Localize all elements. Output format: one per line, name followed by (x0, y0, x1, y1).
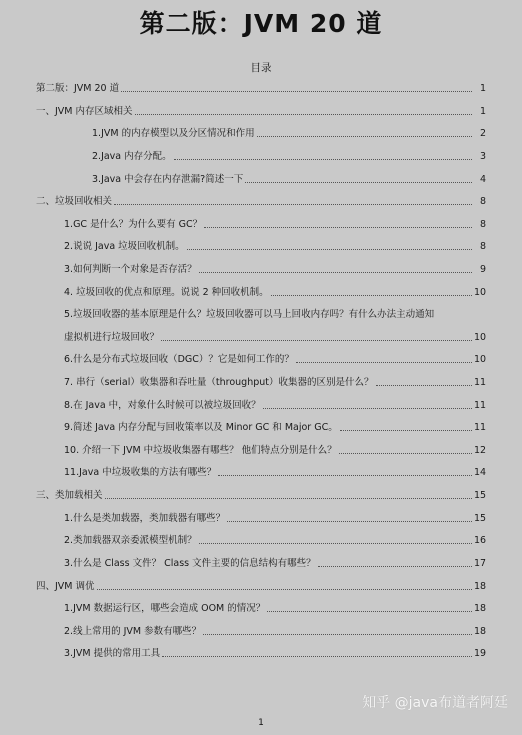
toc-entry-label: 6.什么是分布式垃圾回收（DGC）？它是如何工作的？ (64, 354, 294, 365)
toc-entry-label: 3.Java 中会存在内存泄漏?简述一下 (92, 174, 244, 185)
toc-entry-label: 10. 介绍一下 JVM 中垃圾收集器有哪些？ 他们特点分别是什么？ (64, 445, 337, 456)
leader-dots (267, 611, 472, 612)
leader-dots (204, 227, 472, 228)
toc-entry-page: 17 (474, 558, 487, 569)
toc-entry[interactable] (64, 421, 486, 434)
leader-dots (121, 91, 472, 92)
leader-dots (162, 656, 472, 657)
toc-entry-label: 第二版：JVM 20 道 (36, 83, 120, 94)
leader-dots (339, 453, 472, 454)
toc-entry-label: 2.类加载器双亲委派模型机制？ (64, 535, 197, 546)
toc-entry-page: 11 (474, 422, 487, 433)
toc-entry[interactable] (64, 376, 486, 389)
toc-entry-label: 3.什么是 Class 文件？ Class 文件主要的信息结构有哪些？ (64, 558, 316, 569)
toc-entry-page: 14 (474, 467, 487, 478)
toc-entry-label: 5.垃圾回收器的基本原理是什么？垃圾回收器可以马上回收内存吗？有什么办法主动通知 (64, 309, 435, 320)
toc-entry-page: 8 (479, 196, 486, 207)
toc-entry[interactable] (36, 489, 486, 502)
page-number: 1 (258, 718, 264, 728)
toc-entry-page: 18 (474, 581, 487, 592)
toc-entry-label: 4. 垃圾回收的优点和原理。说说 2 种回收机制。 (64, 287, 269, 298)
toc-entry-page: 2 (479, 128, 486, 139)
toc-entry-page: 1 (479, 106, 486, 117)
toc-entry[interactable] (64, 240, 486, 253)
toc-entry-page: 1 (479, 83, 486, 94)
toc-entry[interactable] (64, 263, 486, 276)
toc-entry[interactable] (36, 82, 486, 95)
toc-entry-page: 12 (474, 445, 487, 456)
toc-entry-page: 18 (474, 626, 487, 637)
toc-entry[interactable] (36, 105, 486, 118)
toc-entry-page: 15 (474, 490, 487, 501)
leader-dots (187, 249, 472, 250)
leader-dots (271, 295, 472, 296)
toc-entry-label: 二、垃圾回收相关 (36, 196, 113, 207)
toc-entry-page: 10 (474, 287, 487, 298)
toc-entry-page: 8 (479, 241, 486, 252)
toc-entry-label: 7. 串行（serial）收集器和吞吐量（throughput）收集器的区别是什么？ (64, 377, 374, 388)
toc-entry-label: 1.JVM 数据运行区，哪些会造成 OOM 的情况？ (64, 603, 266, 614)
toc-entry-page: 11 (474, 400, 487, 411)
leader-dots (340, 430, 472, 431)
toc-entry-label: 9.简述 Java 内存分配与回收策率以及 Minor GC 和 Major GC。 (64, 422, 338, 433)
leader-dots (263, 408, 472, 409)
leader-dots (218, 475, 472, 476)
toc-entry-label: 2.线上常用的 JVM 参数有哪些？ (64, 626, 202, 637)
leader-dots (318, 566, 472, 567)
toc-entry-label: 三、类加载相关 (36, 490, 103, 501)
toc-entry-page: 9 (479, 264, 486, 275)
leader-dots (161, 340, 472, 341)
leader-dots (245, 182, 472, 183)
leader-dots (114, 204, 472, 205)
toc-entry-label: 一、JVM 内存区域相关 (36, 106, 133, 117)
toc-entry-page: 15 (474, 513, 487, 524)
toc-entry[interactable] (64, 353, 486, 366)
toc-entry-label: 虚拟机进行垃圾回收？ (64, 332, 160, 343)
leader-dots (376, 385, 473, 386)
leader-dots (135, 114, 472, 115)
leader-dots (105, 498, 472, 499)
leader-dots (257, 136, 472, 137)
toc-entry[interactable] (64, 534, 486, 547)
toc-entry-page: 16 (474, 535, 487, 546)
leader-dots (203, 634, 472, 635)
leader-dots (199, 543, 472, 544)
toc-entry-page: 3 (479, 151, 486, 162)
toc-entry[interactable] (64, 399, 486, 412)
toc-entry-label: 8.在 Java 中，对象什么时候可以被垃圾回收？ (64, 400, 261, 411)
toc-entry-page: 19 (474, 648, 487, 659)
leader-dots (227, 521, 472, 522)
toc-entry-label: 2.Java 内存分配。 (92, 151, 172, 162)
toc-entry-label: 2.说说 Java 垃圾回收机制。 (64, 241, 185, 252)
toc-entry-label: 1.什么是类加载器，类加载器有哪些？ (64, 513, 226, 524)
toc-entry-label: 3.如何判断一个对象是否存活？ (64, 264, 197, 275)
toc-entry[interactable] (92, 173, 486, 186)
leader-dots (199, 272, 472, 273)
leader-dots (174, 159, 472, 160)
toc-entry[interactable] (64, 444, 486, 457)
toc-entry-page: 8 (479, 219, 486, 230)
toc-heading: 目录 (250, 62, 272, 74)
toc-entry[interactable] (64, 602, 486, 615)
toc-entry[interactable] (64, 466, 486, 479)
toc-entry[interactable] (92, 127, 486, 140)
toc-entry-label: 1.JVM 的内存模型以及分区情况和作用 (92, 128, 255, 139)
toc-entry-page: 4 (479, 174, 486, 185)
toc-entry-label: 四、JVM 调优 (36, 581, 95, 592)
leader-dots (97, 589, 472, 590)
toc-entry[interactable] (64, 308, 486, 321)
toc-entry-page: 18 (474, 603, 487, 614)
toc-entry[interactable] (64, 286, 486, 299)
toc-entry[interactable] (64, 218, 486, 231)
toc-entry[interactable] (64, 647, 486, 660)
toc-entry[interactable] (64, 557, 486, 570)
toc-entry-page: 10 (474, 332, 487, 343)
toc-entry[interactable] (64, 625, 486, 638)
toc-entry[interactable] (92, 150, 486, 163)
toc-entry[interactable] (64, 512, 486, 525)
toc-entry[interactable] (36, 195, 486, 208)
toc-entry-label: 1.GC 是什么？为什么要有 GC？ (64, 219, 203, 230)
watermark: 知乎 @java布道者阿廷 (362, 695, 508, 711)
toc-entry[interactable] (64, 331, 486, 344)
leader-dots (296, 362, 472, 363)
toc-entry-page: 11 (474, 377, 487, 388)
toc-entry[interactable] (36, 580, 486, 593)
toc-entry-label: 3.JVM 提供的常用工具 (64, 648, 161, 659)
toc-entry-label: 11.Java 中垃圾收集的方法有哪些？ (64, 467, 217, 478)
document-title: 第二版：JVM 20 道 (139, 9, 383, 38)
toc-entry-page: 10 (474, 354, 487, 365)
